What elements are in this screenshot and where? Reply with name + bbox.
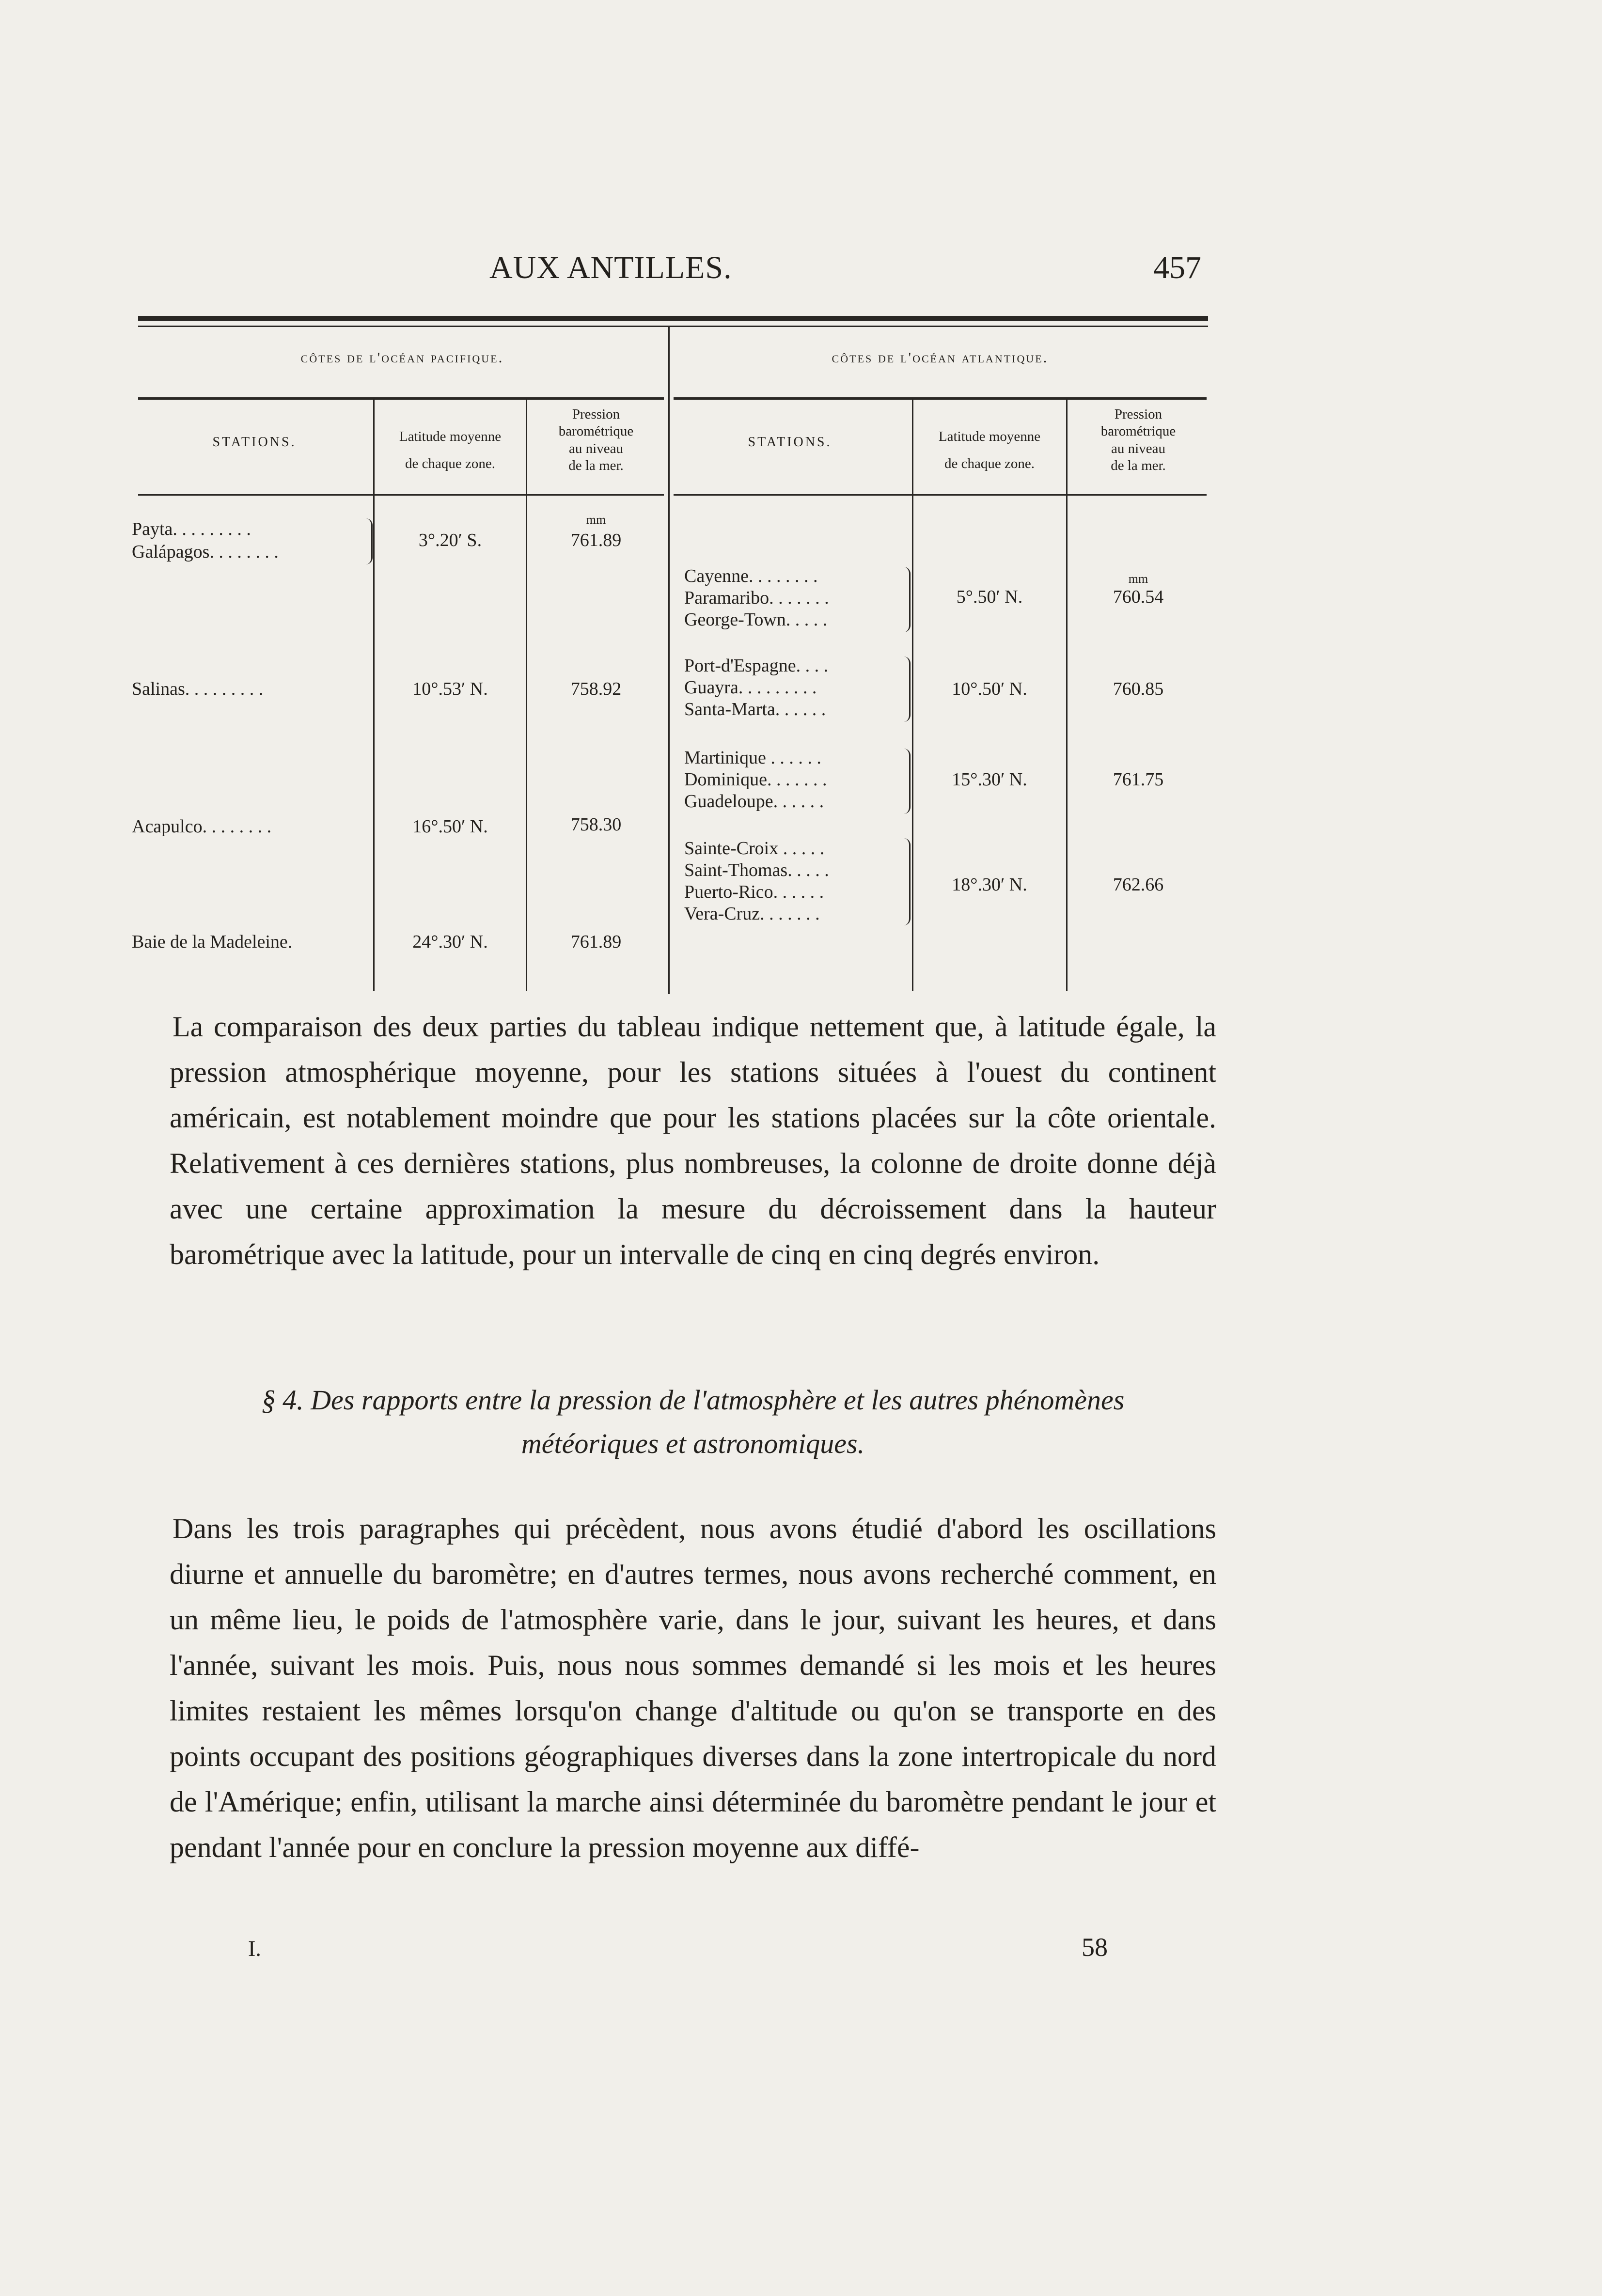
atlantic-header-pressure-line1: Pression (1114, 406, 1162, 422)
atlantic-pressure-2: 760.85 (1113, 679, 1164, 699)
atlantic-pressure-1: 760.54 (1113, 587, 1164, 607)
pacific-header-latitude-line2: de chaque zone. (405, 456, 495, 471)
atlantic-brace-4 (902, 838, 911, 925)
atlantic-station-guayra: Guayra. . . . . . . . . (684, 677, 817, 698)
paragraph-preceding: Dans les trois paragraphes qui précèdent, nous avons étudié d'abord les oscillations diurne et annuelle du baromètre; en d'autres termes, nous avons recherché comment, en un même lieu, le poids de l'atmosphère varie, dans le jour, suivant les heures, et dans l'année, suivant les mois. Puis, nous nous sommes demandé si les mois et les heures limites restaient les mêmes lorsqu'on change d'altitude ou qu'on se transporte en des points occupant des positions géographiques diverses dans la zone intertropicale du nord de l'Amérique; enfin, utilisant la marche ainsi déterminée du baromètre pendant le jour et pendant l'année pour en conclure la pression moyenne aux diffé- (170, 1513, 1216, 1863)
atlantic-header-latitude (914, 423, 1065, 477)
pacific-station-galapagos: Galápagos. . . . . . . . (132, 542, 279, 562)
pacific-pressure-4: 761.89 (570, 932, 622, 952)
pacific-unit: mm (586, 513, 606, 527)
pacific-body-rule (138, 494, 664, 496)
signature-mark: I. (248, 1936, 261, 1961)
pacific-header-pressure-line1: Pression (572, 406, 620, 422)
pacific-latitude-1: 3°.20′ S. (418, 530, 482, 550)
pacific-station-acapulco: Acapulco. . . . . . . . (132, 816, 272, 837)
sheet-number: 58 (1082, 1933, 1108, 1962)
pacific-latitude-2: 10°.53′ N. (412, 679, 488, 699)
running-title: AUX ANTILLES. (489, 250, 732, 285)
pacific-col-divider-1 (373, 400, 375, 991)
section-heading-line2: météoriques et astronomiques. (521, 1428, 865, 1459)
atlantic-station-guadeloupe: Guadeloupe. . . . . . (684, 791, 824, 812)
atlantic-header-pressure-line2: barométrique (1100, 423, 1176, 439)
atlantic-station-cayenne: Cayenne. . . . . . . . (684, 566, 818, 586)
pacific-header-pressure (528, 406, 664, 475)
atlantic-header-pressure (1068, 406, 1208, 475)
pacific-station-payta: Payta. . . . . . . . . (132, 519, 251, 539)
pacific-header-pressure-line2: barométrique (558, 423, 634, 439)
atlantic-latitude-2: 10°.50′ N. (952, 679, 1027, 699)
atlantic-station-port-espagne: Port-d'Espagne. . . . (684, 656, 829, 676)
section-heading-line1: § 4. Des rapports entre la pression de l'atmosphère et les autres phénomènes (261, 1384, 1125, 1416)
table-top-rule-thin (138, 326, 1208, 327)
pacific-header-stations: STATIONS. (212, 435, 297, 450)
table-center-divider (668, 326, 670, 994)
atlantic-station-vera-cruz: Vera-Cruz. . . . . . . (684, 904, 820, 924)
atlantic-station-martinique: Martinique . . . . . . (684, 748, 821, 768)
atlantic-station-puerto-rico: Puerto-Rico. . . . . . (684, 882, 824, 902)
atlantic-brace-3 (902, 749, 911, 814)
atlantic-header-latitude-line1: Latitude moyenne (938, 429, 1041, 444)
section-heading (170, 1378, 1216, 1466)
pacific-pressure-2: 758.92 (570, 679, 622, 699)
atlantic-latitude-3: 15°.30′ N. (952, 769, 1027, 790)
atlantic-brace-2 (902, 656, 911, 722)
pacific-station-baie-madeleine: Baie de la Madeleine. (132, 932, 293, 952)
atlantic-header-pressure-line3: au niveau (1111, 440, 1165, 456)
pacific-header-pressure-line3: au niveau (569, 440, 623, 456)
pacific-header-rule (138, 397, 664, 400)
page-number: 457 (1153, 250, 1201, 285)
pacific-header-latitude (376, 423, 525, 477)
atlantic-station-dominique: Dominique. . . . . . . (684, 769, 827, 790)
pacific-station-salinas: Salinas. . . . . . . . . (132, 679, 264, 699)
atlantic-station-saint-thomas: Saint-Thomas. . . . . (684, 860, 829, 880)
pacific-latitude-3: 16°.50′ N. (412, 816, 488, 837)
atlantic-station-sainte-croix: Sainte-Croix . . . . . (684, 838, 825, 859)
atlantic-brace-1 (902, 567, 911, 632)
atlantic-header-pressure-line4: de la mer. (1111, 458, 1166, 474)
pacific-latitude-4: 24°.30′ N. (412, 932, 488, 952)
atlantic-latitude-4: 18°.30′ N. (952, 875, 1027, 895)
atlantic-unit: mm (1128, 572, 1148, 586)
pacific-header-latitude-line1: Latitude moyenne (399, 429, 502, 444)
pacific-section-title: côtes de l'océan pacifique. (300, 349, 504, 366)
atlantic-header-stations: STATIONS. (748, 435, 832, 450)
table-top-rule-thick (138, 316, 1208, 321)
pacific-pressure-1: 761.89 (570, 530, 622, 550)
atlantic-station-santa-marta: Santa-Marta. . . . . . (684, 699, 826, 719)
pacific-header-pressure-line4: de la mer. (568, 458, 624, 474)
paragraph-comparison: La comparaison des deux parties du tableau indique nettement que, à latitude égale, la pression atmosphérique moyenne, pour les stations situées à l'ouest du continent américain, est notablement moindre que pour les stations placées sur la côte orientale. Relativement à ces dernières stations, plus nombreuses, la colonne de droite donne déjà avec une certaine approximation la mesure du décroissement dans la hauteur barométrique avec la latitude, pour un intervalle de cinq en cinq degrés environ. (170, 1011, 1216, 1270)
atlantic-station-paramaribo: Paramaribo. . . . . . . (684, 588, 829, 608)
atlantic-col-divider-1 (912, 400, 913, 991)
pacific-brace-1 (364, 518, 373, 564)
atlantic-col-divider-2 (1066, 400, 1068, 991)
atlantic-pressure-3: 761.75 (1113, 769, 1164, 790)
atlantic-section-title: côtes de l'océan atlantique. (832, 349, 1049, 366)
pacific-pressure-3: 758.30 (570, 814, 622, 835)
atlantic-body-rule (674, 494, 1207, 496)
atlantic-header-rule (674, 397, 1207, 400)
atlantic-latitude-1: 5°.50′ N. (956, 587, 1023, 607)
atlantic-pressure-4: 762.66 (1113, 875, 1164, 895)
atlantic-header-latitude-line2: de chaque zone. (944, 456, 1035, 471)
atlantic-station-george-town: George-Town. . . . . (684, 609, 828, 630)
pacific-col-divider-2 (526, 400, 527, 991)
